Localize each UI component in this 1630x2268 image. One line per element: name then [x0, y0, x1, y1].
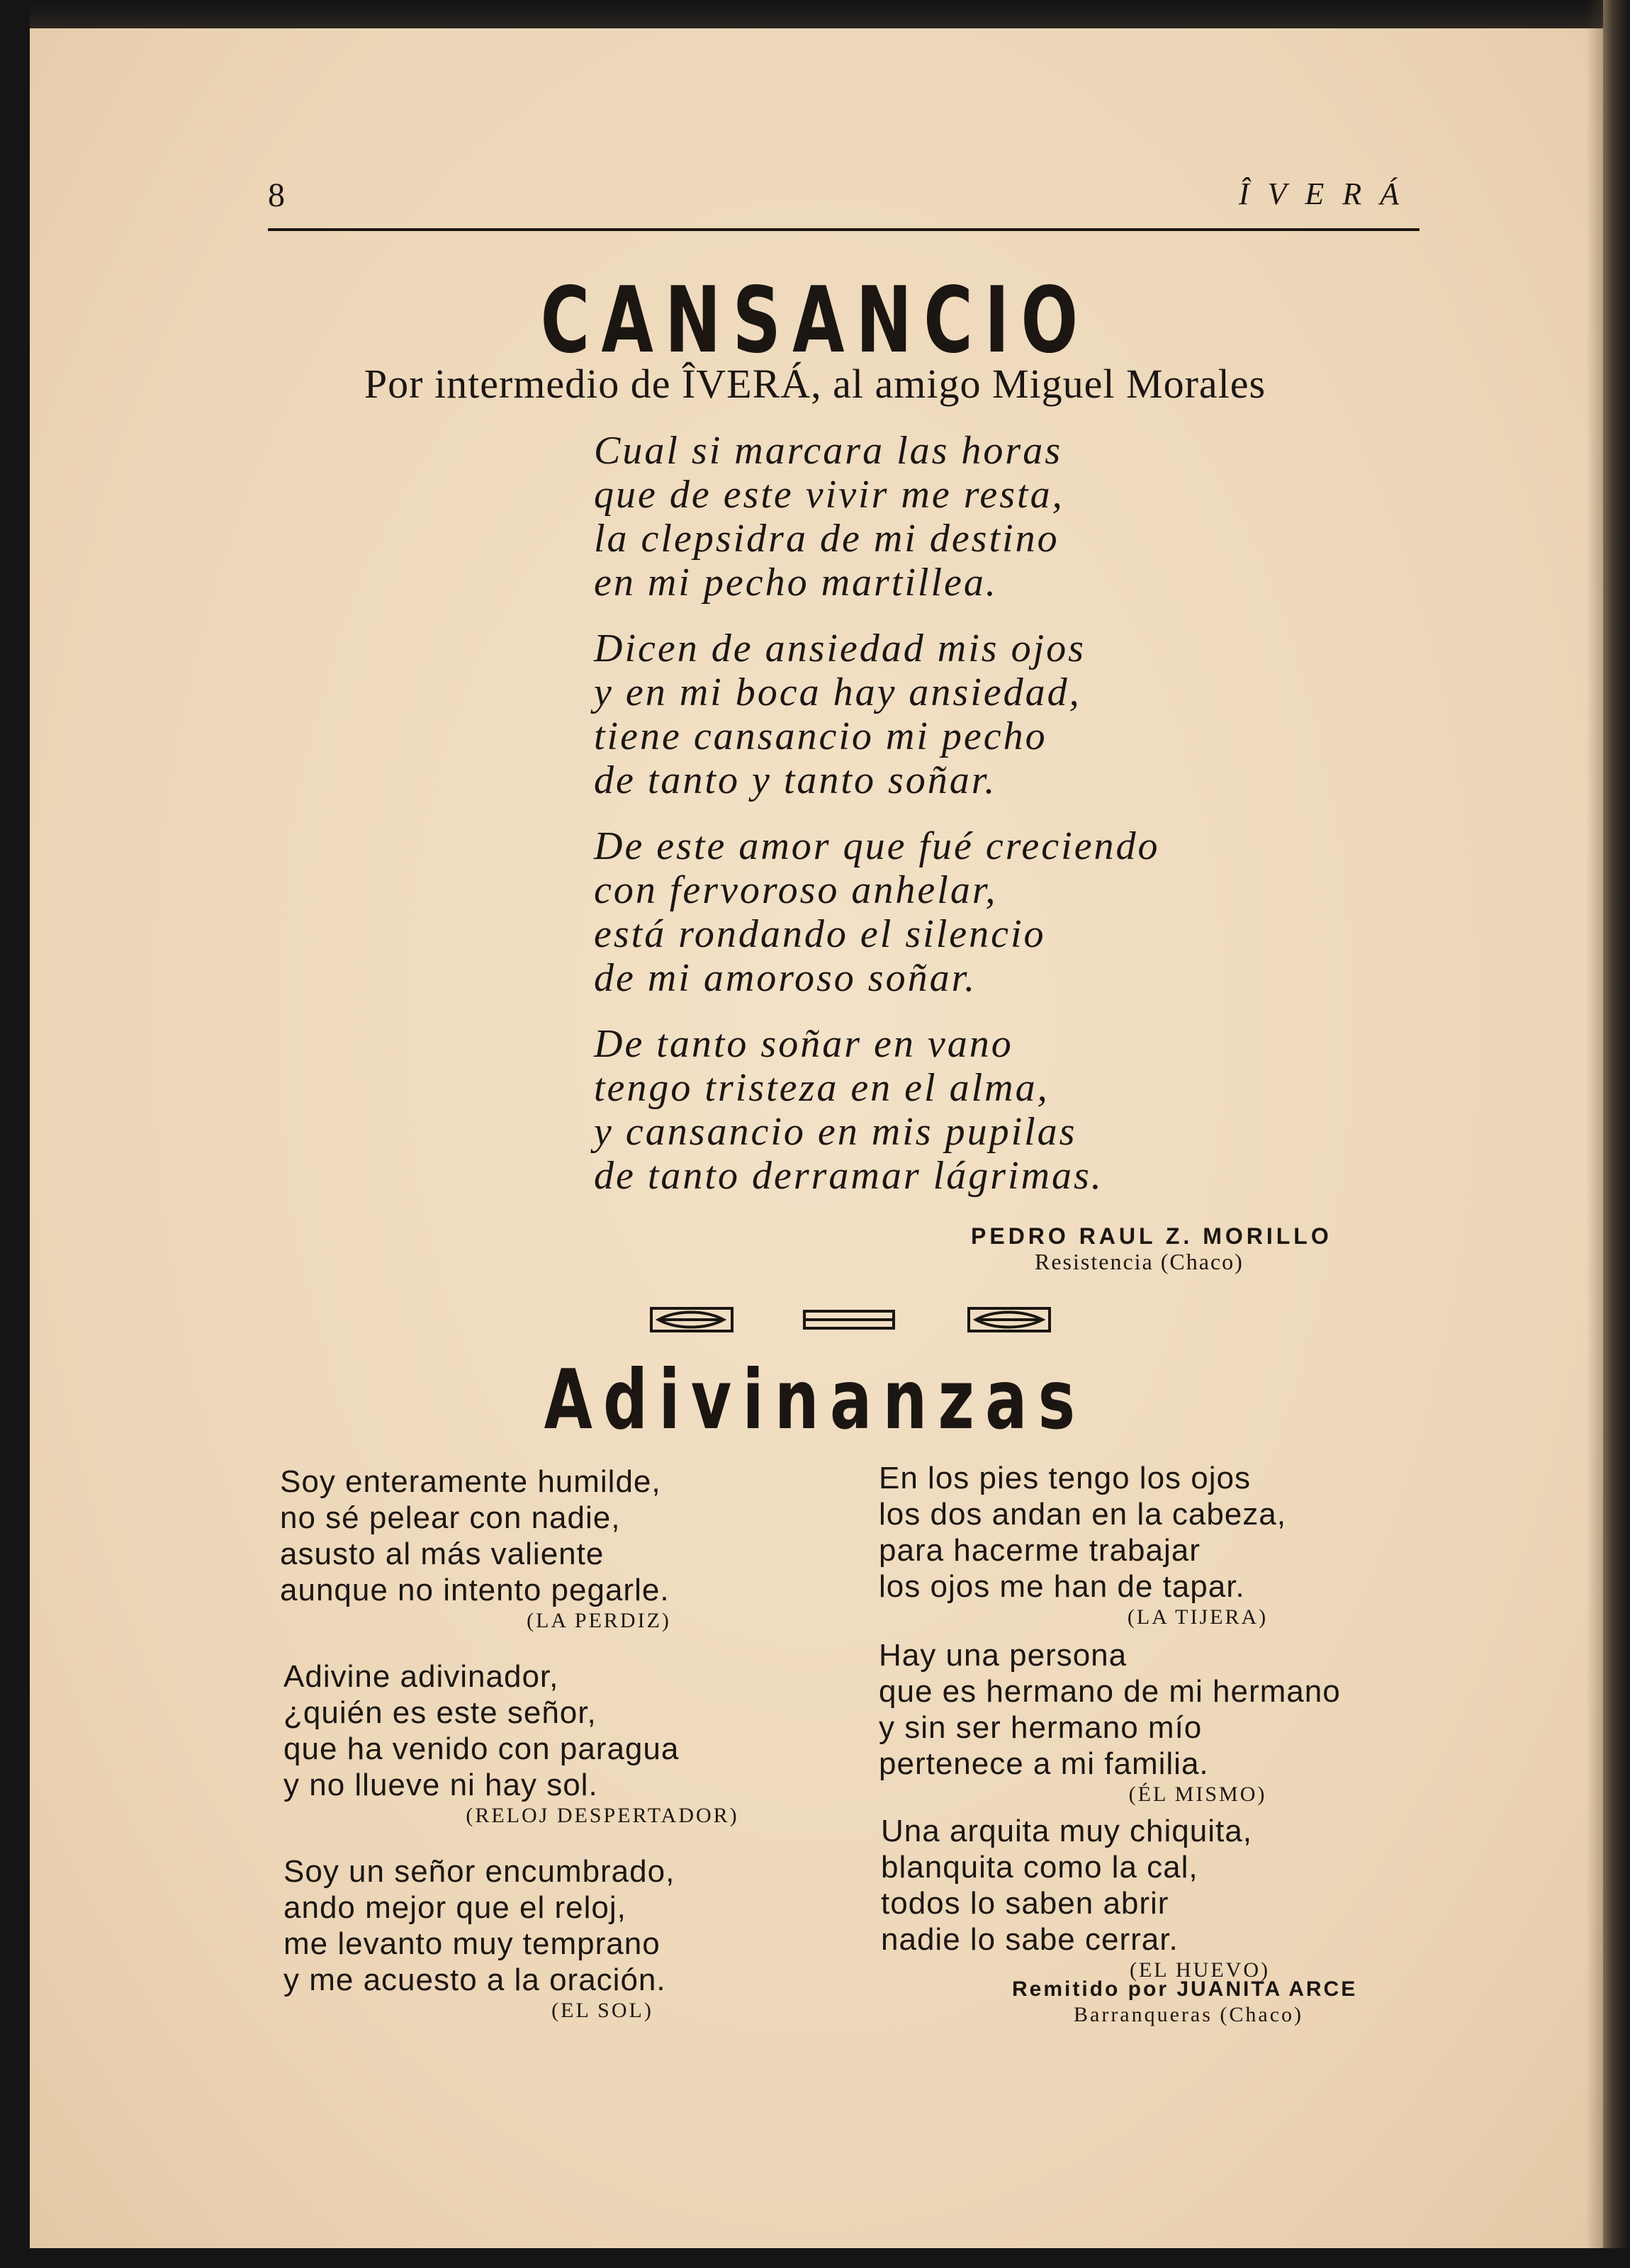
riddle-line: Hay una persona [879, 1638, 1128, 1673]
riddle-answer: (EL SOL) [551, 1999, 653, 2022]
riddle-line: ¿quién es este señor, [283, 1695, 597, 1730]
poem-line: tengo tristeza en el alma, [594, 1066, 1050, 1110]
poem-stanza-2 [594, 627, 1086, 802]
riddle-line: En los pies tengo los ojos [879, 1461, 1251, 1495]
ornament-left-icon [651, 1308, 732, 1331]
riddle-perdiz [280, 1464, 847, 1634]
riddle-line: no sé pelear con nadie, [280, 1500, 621, 1535]
poem-line: que de este vivir me resta, [594, 473, 1064, 517]
riddle-sol [283, 1853, 850, 2023]
riddle-tijera [879, 1460, 1446, 1630]
riddle-line: Soy enteramente humilde, [280, 1464, 661, 1499]
riddle-line: los dos andan en la cabeza, [879, 1497, 1286, 1532]
riddle-answer: (RELOJ DESPERTADOR) [466, 1804, 739, 1827]
riddle-line: Soy un señor encumbrado, [283, 1854, 675, 1889]
riddles-credit: Remitido por JUANITA ARCE [1012, 1977, 1358, 2001]
riddles-credit-place: Barranqueras (Chaco) [1074, 2003, 1304, 2026]
ornament-right-icon [969, 1308, 1050, 1331]
riddles-title: Adivinanzas [544, 1352, 1086, 1448]
riddle-line: ando mejor que el reloj, [283, 1890, 626, 1925]
poem-line: de tanto y tanto soñar. [594, 758, 997, 802]
page-fold-shadow [1586, 0, 1603, 2268]
ornament-center-icon [804, 1311, 894, 1328]
riddle-line: nadie lo sabe cerrar. [881, 1922, 1179, 1957]
riddle-line: y me acuesto a la oración. [283, 1963, 666, 1997]
scan-border-left [0, 0, 30, 2268]
riddle-line: todos lo saben abrir [881, 1886, 1169, 1921]
riddle-line: que ha venido con paragua [283, 1731, 680, 1766]
poem-line: con fervoroso anhelar, [594, 868, 998, 912]
ornamental-divider [648, 1304, 1052, 1335]
scan-border-top [0, 0, 1630, 28]
poem-line: Dicen de ansiedad mis ojos [594, 627, 1086, 670]
riddle-huevo [881, 1813, 1448, 1983]
poem-stanza-1 [594, 429, 1064, 605]
poem-line: y en mi boca hay ansiedad, [594, 670, 1081, 714]
riddle-answer: (LA PERDIZ) [527, 1609, 671, 1632]
poem-stanza-4 [594, 1022, 1103, 1198]
poem-author: PEDRO RAUL Z. MORILLO [971, 1223, 1332, 1249]
scan-border-bottom [0, 2248, 1630, 2268]
poem-author-place: Resistencia (Chaco) [1035, 1249, 1244, 1274]
poem-line: en mi pecho martillea. [594, 561, 998, 605]
poem-title: CANSANCIO [540, 268, 1090, 374]
riddle-answer: (EL HUEVO) [1129, 1958, 1270, 1982]
poem-line: de mi amoroso soñar. [594, 956, 977, 1000]
riddle-line: pertenece a mi familia. [879, 1746, 1209, 1781]
poem-line: De tanto soñar en vano [594, 1022, 1013, 1066]
poem-line: la clepsidra de mi destino [594, 517, 1060, 561]
riddle-el-mismo [879, 1637, 1446, 1807]
riddle-reloj [283, 1658, 850, 1829]
scan-border-right [1603, 0, 1630, 2268]
riddle-line: blanquita como la cal, [881, 1850, 1198, 1885]
riddle-line: asusto al más valiente [280, 1537, 605, 1571]
poem-line: de tanto derramar lágrimas. [594, 1154, 1103, 1198]
poem-dedication: Por intermedio de ÎVERÁ, al amigo Miguel Morales [364, 361, 1266, 407]
riddle-line: para hacerme trabajar [879, 1533, 1201, 1568]
riddle-line: y no llueve ni hay sol. [283, 1768, 598, 1802]
poem-line: y cansancio en mis pupilas [594, 1110, 1077, 1154]
riddle-line: aunque no intento pegarle. [280, 1573, 670, 1607]
journal-name: ÎVERÁ [1238, 176, 1417, 211]
riddle-line: Adivine adivinador, [283, 1659, 559, 1694]
header-rule [268, 228, 1420, 231]
riddle-line: Una arquita muy chiquita, [881, 1814, 1252, 1848]
riddle-line: los ojos me han de tapar. [879, 1569, 1245, 1604]
riddle-answer: (LA TIJERA) [1127, 1605, 1269, 1629]
page-number: 8 [268, 176, 285, 214]
poem-line: Cual si marcara las horas [594, 429, 1063, 473]
poem-stanza-3 [594, 824, 1160, 1000]
riddle-line: me levanto muy temprano [283, 1926, 661, 1961]
riddle-line: que es hermano de mi hermano [879, 1674, 1341, 1709]
riddle-line: y sin ser hermano mío [879, 1710, 1203, 1745]
poem-line: tiene cansancio mi pecho [594, 714, 1047, 758]
poem-line: está rondando el silencio [594, 912, 1046, 956]
poem-line: De este amor que fué creciendo [594, 824, 1160, 868]
riddle-answer: (ÉL MISMO) [1128, 1783, 1267, 1806]
